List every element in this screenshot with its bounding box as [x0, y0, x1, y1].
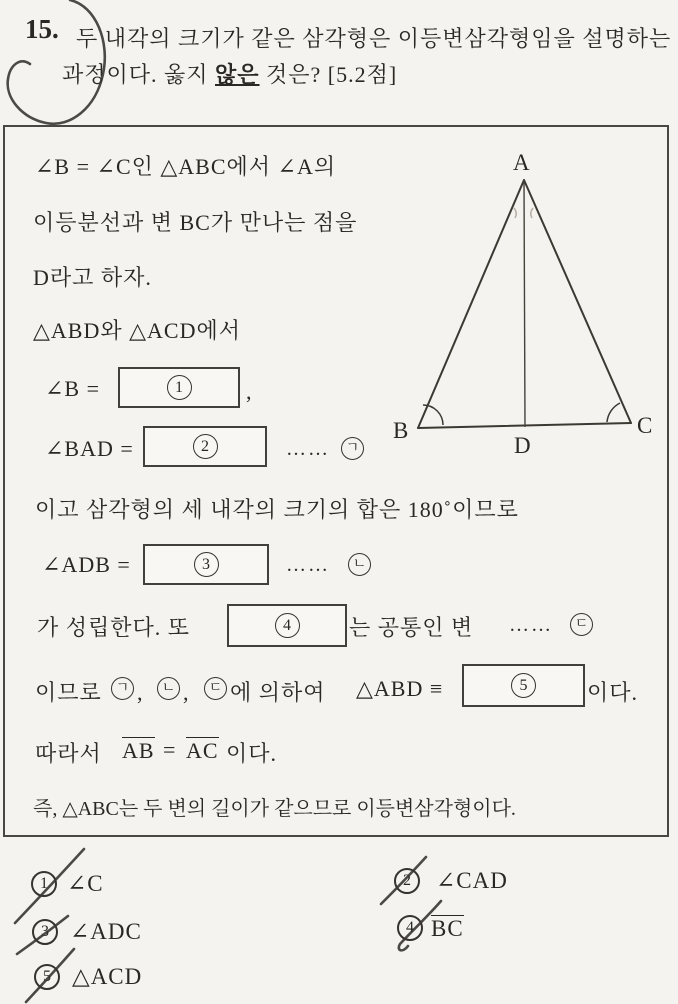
- choice-2-label: ∠CAD: [436, 868, 508, 893]
- proof-line-7: 이고 삼각형의 세 내각의 크기의 합은 180˚이므로: [35, 497, 519, 522]
- proof-line-9-prefix: 가 성립한다. 또: [37, 615, 191, 640]
- point-label-D: D: [514, 433, 531, 458]
- choice-1-label: ∠C: [67, 871, 104, 896]
- proof-line-10-comma-1: ,: [137, 680, 144, 705]
- segment-AB-overline: AB: [122, 738, 155, 763]
- circled-ref-giyeok-2: ㄱ: [111, 677, 134, 700]
- proof-line-1: ∠B = ∠C인 △ABC에서 ∠A의: [35, 154, 337, 179]
- proof-line-12: 즉, △ABC는 두 변의 길이가 같으므로 이등변삼각형이다.: [33, 798, 516, 820]
- side-AB: [418, 180, 524, 428]
- proof-line-2: 이등분선과 변 BC가 만나는 점을: [33, 210, 358, 235]
- choice-4-label-BC-overline: BC: [431, 916, 464, 941]
- proof-line-11-equals: =: [163, 737, 177, 762]
- proof-line-5-prefix: ∠B =: [45, 376, 101, 401]
- apex-angle-mark-left: [514, 208, 516, 218]
- question-line2-emphasis: 않은: [215, 62, 260, 87]
- proof-line-8-prefix: ∠ADB =: [42, 552, 131, 577]
- circled-number-3: 3: [194, 552, 219, 577]
- apex-angle-mark-right: [531, 208, 533, 218]
- proof-line-10-middle: 에 의하여: [230, 680, 326, 705]
- proof-line-10-suffix: 이다.: [587, 680, 639, 705]
- choice-4-number: 4: [397, 915, 423, 941]
- side-AC: [524, 180, 631, 423]
- choice-5-label: △ACD: [72, 964, 143, 989]
- blank-box-5: [462, 664, 585, 707]
- vertex-label-C: C: [637, 413, 653, 438]
- blank-box-2: [143, 426, 267, 467]
- segment-AC-overline: AC: [186, 738, 219, 763]
- circled-ref-nieun-2: ㄴ: [157, 677, 180, 700]
- blank-box-1: [118, 367, 240, 408]
- question-line2-before: 과정이다. 옳지: [62, 62, 209, 87]
- circled-ref-digeut-1: ㄷ: [570, 613, 593, 636]
- circled-number-2: 2: [193, 434, 218, 459]
- ellipsis-dots-2: ……: [286, 554, 330, 576]
- proof-line-11-prefix: 따라서: [35, 741, 102, 766]
- proof-line-10-prefix: 이므로: [35, 680, 102, 705]
- proof-line-9-middle: 는 공통인 변: [349, 615, 474, 640]
- circled-ref-digeut-2: ㄷ: [204, 677, 227, 700]
- choice-5-number: 5: [34, 964, 60, 990]
- choice-3-label: ∠ADC: [70, 919, 142, 944]
- circled-ref-giyeok-1: ㄱ: [341, 437, 364, 460]
- circled-number-4: 4: [275, 613, 300, 638]
- question-line2-after: 것은? [5.2점]: [266, 62, 398, 87]
- proof-line-4: △ABD와 △ACD에서: [33, 318, 241, 343]
- proof-line-3: D라고 하자.: [33, 265, 152, 290]
- blank-box-4: [227, 604, 347, 647]
- angle-arc-C: [607, 403, 620, 422]
- choice-2-number: 2: [394, 868, 420, 894]
- proof-line-5-comma: ,: [246, 379, 253, 404]
- proof-line-10-congruence: △ABD ≡: [356, 676, 444, 701]
- vertex-label-A: A: [513, 150, 530, 175]
- bisector-AD: [524, 180, 525, 427]
- ellipsis-dots-3: ……: [509, 614, 553, 636]
- ellipsis-dots-1: ……: [286, 438, 330, 460]
- circled-number-1: 1: [167, 375, 192, 400]
- vertex-label-B: B: [393, 418, 409, 443]
- question-number: 15.: [25, 14, 59, 44]
- choice-1-number: 1: [31, 871, 57, 897]
- proof-line-6-prefix: ∠BAD =: [45, 436, 134, 461]
- circled-number-5: 5: [511, 673, 536, 698]
- question-text-line2: [62, 58, 397, 89]
- question-text-line1: 두 내각의 크기가 같은 삼각형은 이등변삼각형임을 설명하는: [76, 26, 672, 51]
- blank-box-3: [143, 544, 269, 585]
- choice-3-number: 3: [32, 919, 58, 945]
- circled-ref-nieun-1: ㄴ: [348, 553, 371, 576]
- proof-line-10-comma-2: ,: [183, 680, 190, 705]
- proof-line-11-suffix: 이다.: [226, 741, 278, 766]
